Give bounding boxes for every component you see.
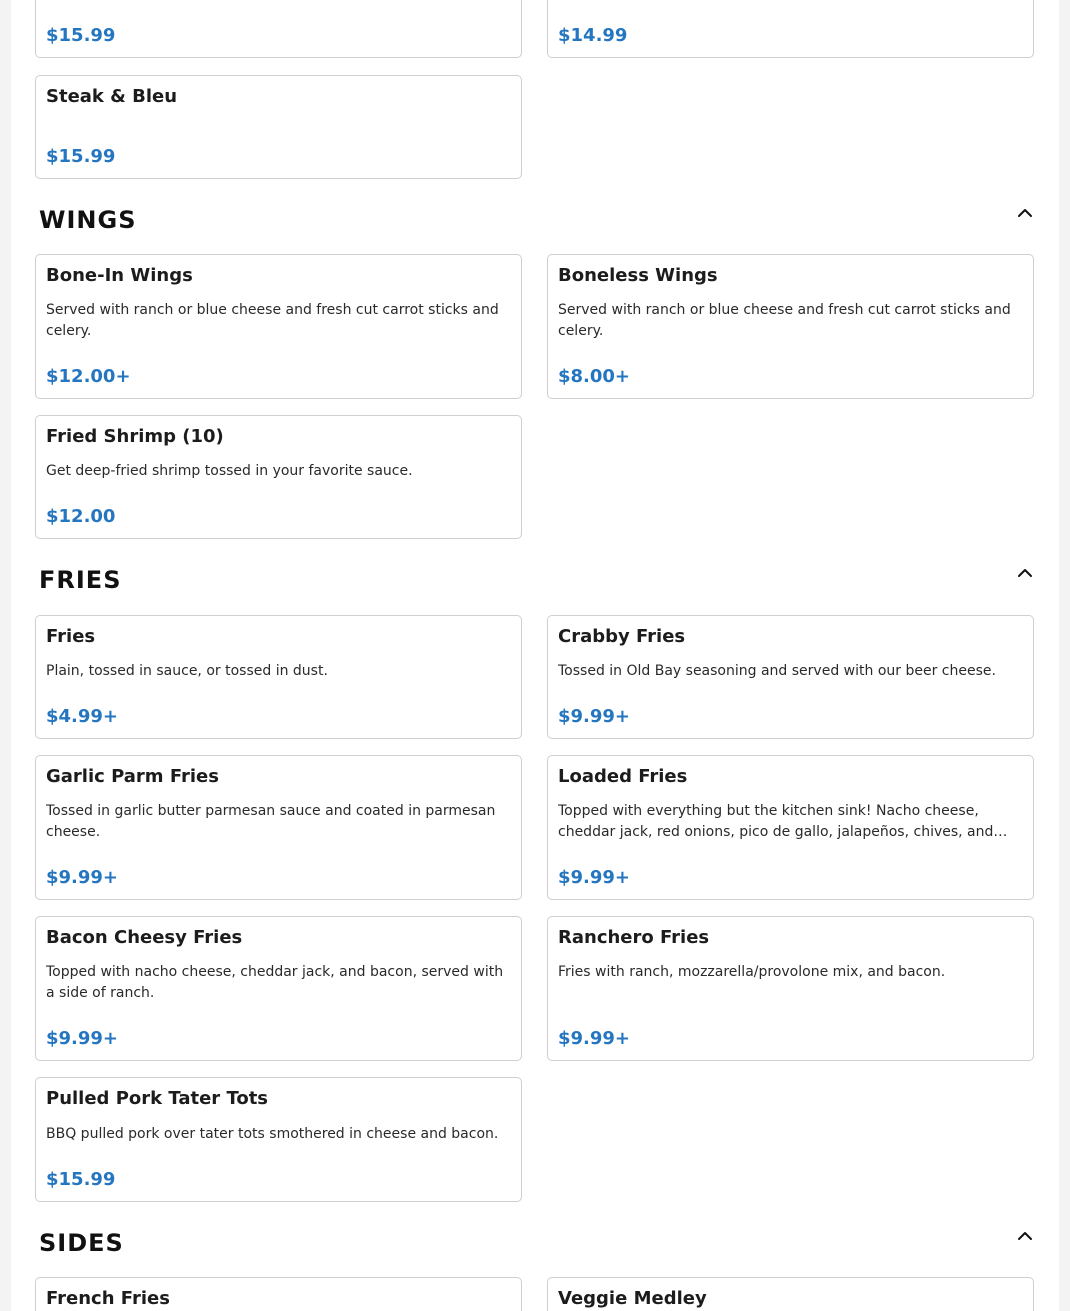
item-title: Veggie Medley	[558, 1288, 707, 1309]
item-title: Pulled Pork Tater Tots	[46, 1088, 269, 1109]
item-description: Topped with everything but the kitchen sink! Nacho cheese, cheddar jack, red onions, pico de gallo, jalapeños, chives, and…	[558, 803, 1008, 840]
chevron-up-icon[interactable]	[1016, 1227, 1034, 1245]
menu-item-card[interactable]	[35, 916, 522, 1061]
item-description: Tossed in garlic butter parmesan sauce and coated in parmesan cheese.	[46, 803, 496, 840]
menu-item-card[interactable]	[547, 1277, 1034, 1311]
item-price: $15.99	[46, 146, 116, 167]
menu-item-card[interactable]	[35, 254, 522, 399]
item-price: $12.00+	[46, 366, 131, 387]
item-price: $12.00	[46, 506, 116, 527]
item-description: BBQ pulled pork over tater tots smothered in cheese and bacon.	[46, 1126, 499, 1142]
menu-item-card[interactable]	[547, 0, 1034, 58]
menu-item-card[interactable]	[35, 1077, 522, 1202]
menu-item-card[interactable]	[547, 755, 1034, 900]
item-title: Bacon Cheesy Fries	[46, 927, 243, 948]
item-title: Bone-In Wings	[46, 265, 193, 286]
item-price: $14.99	[558, 25, 628, 46]
item-title: Boneless Wings	[558, 265, 718, 286]
item-price: $15.99	[46, 1169, 116, 1190]
menu-item-card[interactable]	[35, 415, 522, 539]
item-title: Fries	[46, 626, 96, 647]
item-description: Get deep-fried shrimp tossed in your favorite sauce.	[46, 463, 413, 479]
item-price: $15.99	[46, 25, 116, 46]
menu-item-card[interactable]	[547, 916, 1034, 1061]
menu-item-card[interactable]	[35, 755, 522, 900]
menu-item-card[interactable]	[547, 254, 1034, 399]
item-title: Loaded Fries	[558, 766, 688, 787]
menu-item-card[interactable]	[35, 75, 522, 179]
menu-item-card[interactable]	[547, 615, 1034, 739]
item-description: Tossed in Old Bay seasoning and served with our beer cheese.	[558, 663, 996, 679]
menu-page	[11, 0, 1059, 1311]
item-title: Garlic Parm Fries	[46, 766, 219, 787]
item-title: Steak & Bleu	[46, 86, 178, 107]
item-title: Fried Shrimp (10)	[46, 426, 224, 447]
section-title-sides: SIDES	[39, 1229, 124, 1257]
item-description: Served with ranch or blue cheese and fresh cut carrot sticks and celery.	[46, 302, 499, 339]
item-description: Fries with ranch, mozzarella/provolone mix, and bacon.	[558, 964, 946, 980]
section-title-fries: FRIES	[39, 566, 122, 594]
menu-item-card[interactable]	[35, 0, 522, 58]
item-description: Served with ranch or blue cheese and fresh cut carrot sticks and celery.	[558, 302, 1011, 339]
item-title: Ranchero Fries	[558, 927, 710, 948]
section-title-wings: WINGS	[39, 206, 137, 234]
item-price: $4.99+	[46, 706, 119, 727]
menu-item-card[interactable]	[35, 615, 522, 739]
chevron-up-icon[interactable]	[1016, 204, 1034, 222]
item-description: Plain, tossed in sauce, or tossed in dust.	[46, 663, 328, 679]
item-price: $9.99+	[558, 706, 631, 727]
item-price: $9.99+	[558, 1028, 631, 1049]
item-title: French Fries	[46, 1288, 170, 1309]
item-title: Crabby Fries	[558, 626, 686, 647]
chevron-up-icon[interactable]	[1016, 564, 1034, 582]
item-price: $9.99+	[46, 1028, 119, 1049]
item-price: $8.00+	[558, 366, 631, 387]
menu-item-card[interactable]	[35, 1277, 522, 1311]
item-price: $9.99+	[46, 867, 119, 888]
item-description: Topped with nacho cheese, cheddar jack, and bacon, served with a side of ranch.	[46, 964, 504, 1001]
item-price: $9.99+	[558, 867, 631, 888]
